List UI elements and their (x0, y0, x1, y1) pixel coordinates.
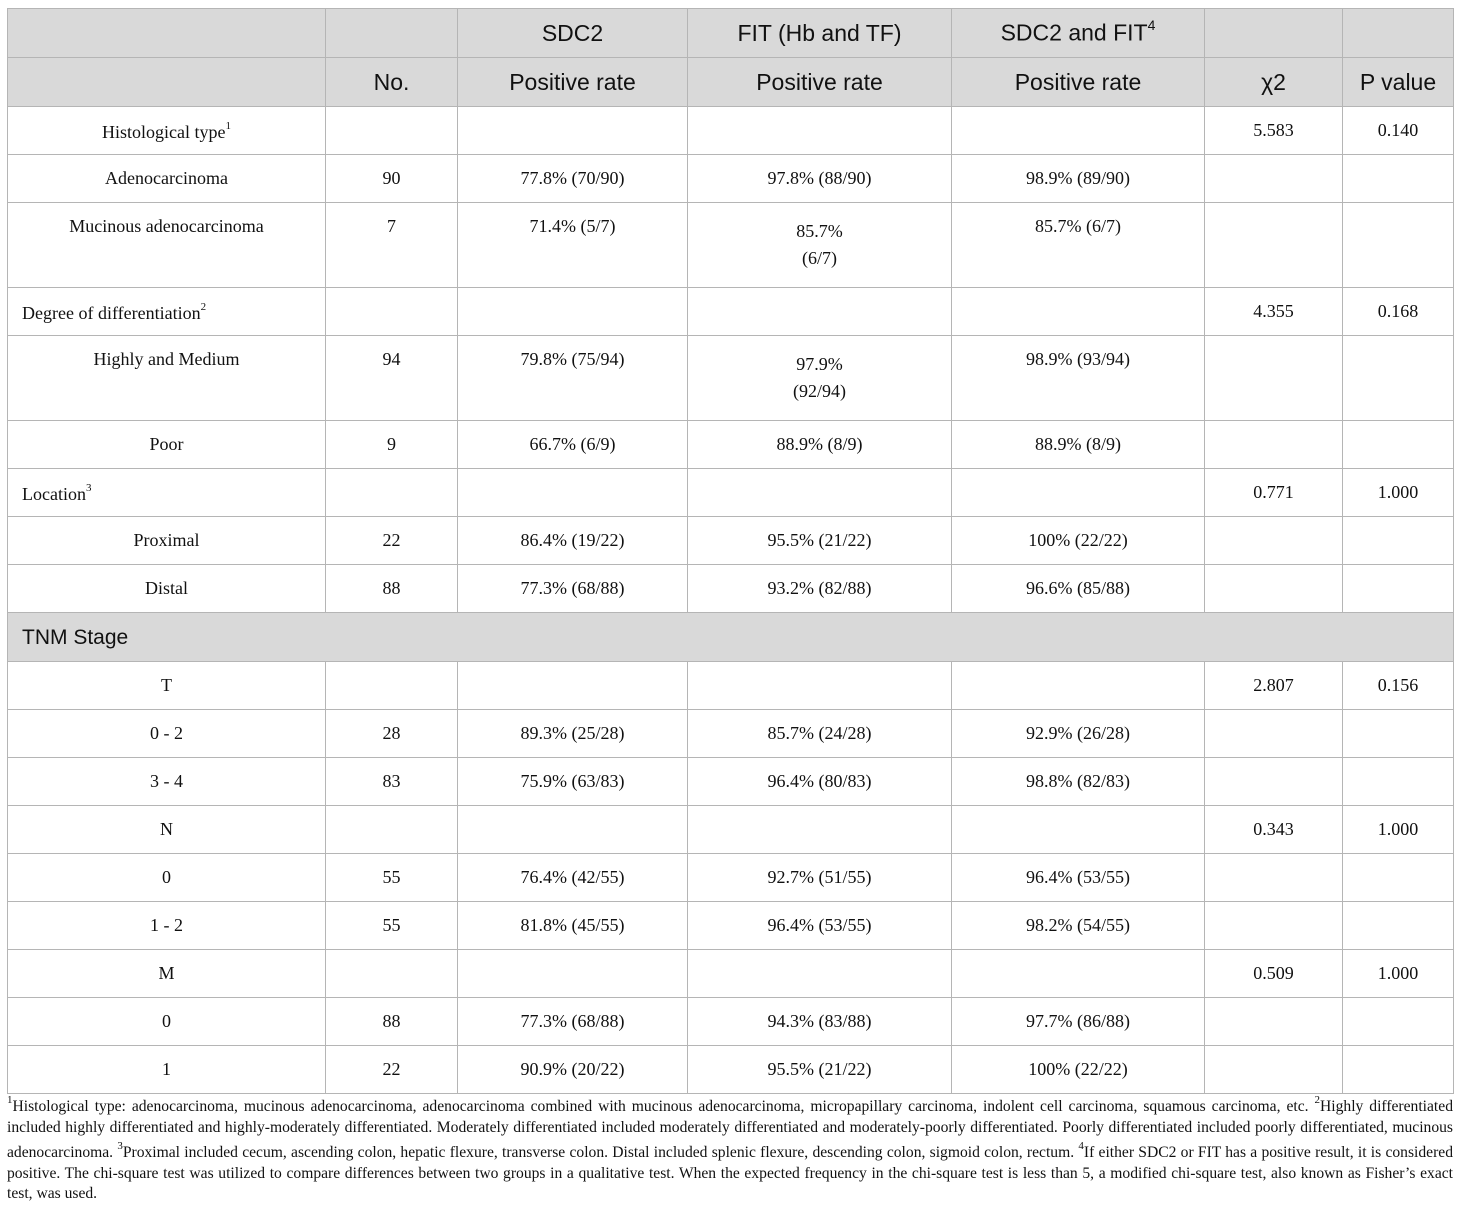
cell-both (952, 107, 1205, 155)
cell-both (952, 806, 1205, 854)
table-header (8, 9, 1454, 107)
cell-no: 22 (326, 1046, 458, 1094)
table-row-n-0 (8, 854, 1454, 902)
cell-fit (688, 662, 952, 710)
header-blank-5 (8, 58, 326, 107)
table-row-n-1-2 (8, 902, 1454, 950)
cell-fit: 95.5% (21/22) (688, 517, 952, 565)
cell-sdc2: 77.3% (68/88) (458, 565, 688, 613)
cell-both: 98.2% (54/55) (952, 902, 1205, 950)
footnote-mark-4: 4 (1147, 17, 1156, 34)
cell-chi (1205, 421, 1343, 469)
cell-sdc2: 89.3% (25/28) (458, 710, 688, 758)
cell-p (1343, 517, 1454, 565)
cell-chi: 0.509 (1205, 950, 1343, 998)
header-blank-4 (1343, 9, 1454, 58)
cell-fit (688, 469, 952, 517)
header-sdc2-and-fit (952, 9, 1205, 58)
cell-fit: 96.4% (80/83) (688, 758, 952, 806)
header-row-2 (8, 58, 1454, 107)
cell-sdc2 (458, 806, 688, 854)
footnote-4: If either SDC2 or FIT has a positive result, it is considered positive. The chi-square test was utilized to compare differences between two groups in a qualitative test. When the expected frequency in the chi-square test is less than 5, a modified chi-square test, also known as Fisher’s exact test, was used. (7, 1144, 1454, 1203)
footnote-3: Proximal included cecum, ascending colon, hepatic flexure, transverse colon. Distal included splenic flexure, descending colon, sigmoid colon, rectum. (122, 1144, 1079, 1162)
table-row-t-3-4 (8, 758, 1454, 806)
section-heading-tnm: TNM Stage (8, 613, 1454, 662)
cell-sdc2 (458, 950, 688, 998)
cell-p (1343, 998, 1454, 1046)
cell-fit: 93.2% (82/88) (688, 565, 952, 613)
row-label: Poor (8, 421, 326, 469)
table-row-degree (8, 288, 1454, 336)
table-row-tnm-stage (8, 613, 1454, 662)
cell-no: 22 (326, 517, 458, 565)
cell-both (952, 288, 1205, 336)
table-body (8, 107, 1454, 1094)
cell-p: 0.156 (1343, 662, 1454, 710)
cell-no: 90 (326, 155, 458, 203)
row-label (8, 107, 326, 155)
table-row-adenocarcinoma (8, 155, 1454, 203)
cell-fit-rate: 85.7% (796, 221, 843, 241)
cell-sdc2 (458, 662, 688, 710)
cell-both (952, 950, 1205, 998)
header-fit: FIT (Hb and TF) (688, 9, 952, 58)
cell-both (952, 662, 1205, 710)
row-label: 1 (8, 1046, 326, 1094)
cell-no: 55 (326, 854, 458, 902)
cell-both: 98.8% (82/83) (952, 758, 1205, 806)
footnote-mark-2: 2 (200, 301, 207, 313)
cell-sdc2: 66.7% (6/9) (458, 421, 688, 469)
cell-both: 85.7% (6/7) (952, 203, 1205, 288)
cell-p (1343, 1046, 1454, 1094)
cell-both: 100% (22/22) (952, 1046, 1205, 1094)
results-table (7, 8, 1454, 1094)
cell-both: 96.6% (85/88) (952, 565, 1205, 613)
row-label-text: Location (22, 484, 86, 504)
cell-sdc2: 79.8% (75/94) (458, 336, 688, 421)
cell-chi (1205, 854, 1343, 902)
cell-no (326, 806, 458, 854)
cell-both: 100% (22/22) (952, 517, 1205, 565)
footnote-mark-2: 2 (1314, 1094, 1320, 1106)
cell-no (326, 662, 458, 710)
cell-p: 1.000 (1343, 806, 1454, 854)
footnote-mark-4: 4 (1078, 1140, 1084, 1153)
cell-sdc2 (458, 107, 688, 155)
cell-chi: 2.807 (1205, 662, 1343, 710)
table-row-distal (8, 565, 1454, 613)
cell-p: 0.168 (1343, 288, 1454, 336)
table-row-histological-type (8, 107, 1454, 155)
table-container (7, 8, 1453, 1094)
cell-both (952, 469, 1205, 517)
cell-sdc2: 77.8% (70/90) (458, 155, 688, 203)
cell-both: 98.9% (93/94) (952, 336, 1205, 421)
cell-sdc2: 90.9% (20/22) (458, 1046, 688, 1094)
header-positive-rate-fit: Positive rate (688, 58, 952, 107)
cell-no (326, 288, 458, 336)
cell-sdc2: 75.9% (63/83) (458, 758, 688, 806)
cell-no: 55 (326, 902, 458, 950)
cell-no: 88 (326, 998, 458, 1046)
cell-sdc2 (458, 469, 688, 517)
row-label: Mucinous adenocarcinoma (8, 203, 326, 288)
row-label-text: Degree of differentiation (22, 303, 201, 323)
row-label: 3 - 4 (8, 758, 326, 806)
header-sdc2: SDC2 (458, 9, 688, 58)
cell-p (1343, 854, 1454, 902)
cell-fit-count: (92/94) (793, 381, 846, 401)
cell-both: 97.7% (86/88) (952, 998, 1205, 1046)
table-row-m (8, 950, 1454, 998)
footnote-mark-1: 1 (7, 1094, 13, 1106)
row-label: N (8, 806, 326, 854)
cell-sdc2: 77.3% (68/88) (458, 998, 688, 1046)
cell-chi (1205, 710, 1343, 758)
cell-no: 9 (326, 421, 458, 469)
header-p-value: P value (1343, 58, 1454, 107)
footnote-1: Histological type: adenocarcinoma, mucinous adenocarcinoma, adenocarcinoma combined with mucinous adenocarcinoma, micropapillary carcinoma, indolent cell carcinoma, squamous carcinoma, etc. (12, 1098, 1315, 1116)
row-label: M (8, 950, 326, 998)
cell-chi: 4.355 (1205, 288, 1343, 336)
table-row-n (8, 806, 1454, 854)
cell-no: 83 (326, 758, 458, 806)
cell-fit (688, 336, 952, 421)
cell-chi (1205, 758, 1343, 806)
header-row-1 (8, 9, 1454, 58)
cell-fit (688, 806, 952, 854)
row-label-text: Histological type (102, 122, 226, 142)
row-label: Highly and Medium (8, 336, 326, 421)
footnote-2: Highly differentiated included highly differentiated and highly-moderately differentiated. Moderately differentiated included moderately differentiated and moderately-poorly differentiated. Poorly differentiated included poorly differentiated, mucinous adenocarcinoma. (7, 1098, 1453, 1162)
header-blank-2 (326, 9, 458, 58)
footnote-mark-1: 1 (225, 120, 231, 132)
cell-chi (1205, 336, 1343, 421)
cell-both: 96.4% (53/55) (952, 854, 1205, 902)
cell-fit-count: (6/7) (802, 248, 837, 268)
cell-chi (1205, 517, 1343, 565)
cell-p (1343, 336, 1454, 421)
cell-sdc2: 86.4% (19/22) (458, 517, 688, 565)
cell-no (326, 950, 458, 998)
table-row-highly-medium (8, 336, 1454, 421)
row-label: T (8, 662, 326, 710)
cell-fit (688, 950, 952, 998)
cell-no: 28 (326, 710, 458, 758)
cell-p: 0.140 (1343, 107, 1454, 155)
cell-both: 98.9% (89/90) (952, 155, 1205, 203)
cell-p (1343, 565, 1454, 613)
cell-fit: 85.7% (24/28) (688, 710, 952, 758)
row-label: Distal (8, 565, 326, 613)
row-label: 0 (8, 998, 326, 1046)
table-row-m-0 (8, 998, 1454, 1046)
cell-chi (1205, 155, 1343, 203)
cell-fit (688, 288, 952, 336)
table-row-mucinous (8, 203, 1454, 288)
footnote-mark-3: 3 (117, 1140, 123, 1153)
cell-p: 1.000 (1343, 950, 1454, 998)
table-row-poor (8, 421, 1454, 469)
cell-chi (1205, 203, 1343, 288)
table-footnotes (7, 1092, 1453, 1205)
row-label: 1 - 2 (8, 902, 326, 950)
cell-both: 88.9% (8/9) (952, 421, 1205, 469)
cell-sdc2: 71.4% (5/7) (458, 203, 688, 288)
cell-chi (1205, 902, 1343, 950)
cell-both: 92.9% (26/28) (952, 710, 1205, 758)
cell-chi (1205, 998, 1343, 1046)
cell-fit (688, 203, 952, 288)
row-label (8, 469, 326, 517)
cell-chi: 5.583 (1205, 107, 1343, 155)
table-row-t-0-2 (8, 710, 1454, 758)
row-label: Proximal (8, 517, 326, 565)
header-chi-square: χ2 (1205, 58, 1343, 107)
row-label: 0 - 2 (8, 710, 326, 758)
cell-no (326, 107, 458, 155)
header-positive-rate-both: Positive rate (952, 58, 1205, 107)
header-no: No. (326, 58, 458, 107)
cell-sdc2: 76.4% (42/55) (458, 854, 688, 902)
cell-p (1343, 421, 1454, 469)
cell-fit: 95.5% (21/22) (688, 1046, 952, 1094)
cell-p (1343, 203, 1454, 288)
cell-p (1343, 710, 1454, 758)
cell-p: 1.000 (1343, 469, 1454, 517)
row-label: Adenocarcinoma (8, 155, 326, 203)
cell-chi: 0.343 (1205, 806, 1343, 854)
header-positive-rate-sdc2: Positive rate (458, 58, 688, 107)
table-row-proximal (8, 517, 1454, 565)
cell-fit (688, 107, 952, 155)
cell-chi (1205, 565, 1343, 613)
cell-no: 94 (326, 336, 458, 421)
cell-no (326, 469, 458, 517)
cell-sdc2 (458, 288, 688, 336)
cell-fit: 88.9% (8/9) (688, 421, 952, 469)
cell-fit: 96.4% (53/55) (688, 902, 952, 950)
cell-no: 88 (326, 565, 458, 613)
row-label: 0 (8, 854, 326, 902)
cell-p (1343, 758, 1454, 806)
cell-p (1343, 155, 1454, 203)
header-blank-1 (8, 9, 326, 58)
table-row-location (8, 469, 1454, 517)
cell-fit: 97.8% (88/90) (688, 155, 952, 203)
cell-chi: 0.771 (1205, 469, 1343, 517)
cell-chi (1205, 1046, 1343, 1094)
header-sdc2-and-fit-label: SDC2 and FIT (1000, 19, 1148, 46)
footnote-mark-3: 3 (85, 482, 92, 494)
cell-sdc2: 81.8% (45/55) (458, 902, 688, 950)
header-blank-3 (1205, 9, 1343, 58)
cell-fit: 92.7% (51/55) (688, 854, 952, 902)
cell-fit-rate: 97.9% (796, 354, 843, 374)
row-label (8, 288, 326, 336)
table-row-t (8, 662, 1454, 710)
cell-no: 7 (326, 203, 458, 288)
table-row-m-1 (8, 1046, 1454, 1094)
cell-p (1343, 902, 1454, 950)
cell-fit: 94.3% (83/88) (688, 998, 952, 1046)
